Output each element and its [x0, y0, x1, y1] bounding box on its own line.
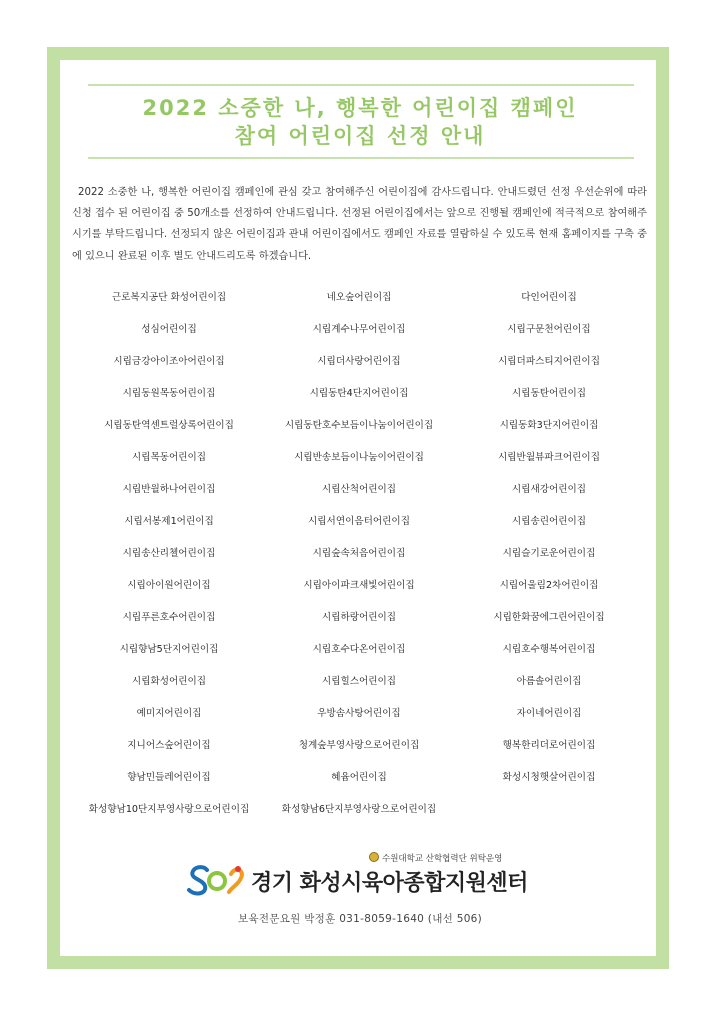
title-bottom-rule [88, 157, 634, 159]
daycare-name: 근로복지공단 화성어린이집 [111, 292, 227, 303]
daycare-name: 시립호수다온어린이집 [312, 644, 406, 655]
daycare-name: 시립하랑어린이집 [321, 612, 397, 623]
daycare-name: 화성향남6단지부영사랑으로어린이집 [281, 804, 437, 815]
daycare-name: 청계숲부영사랑으로어린이집 [298, 740, 420, 751]
daycare-name: 혜윰어린이집 [331, 772, 387, 783]
center-logo-block [185, 852, 535, 902]
daycare-row [72, 320, 652, 352]
daycare-name: 시립아이파크새빛어린이집 [303, 580, 415, 591]
daycare-row [72, 448, 652, 480]
daycare-row [72, 352, 652, 384]
daycare-name: 시립동탄4단지어린이집 [309, 388, 409, 399]
contact-info: 보육전문요원 박정훈 031-8059-1640 (내선 506) [237, 913, 483, 925]
daycare-name: 시립동원목동어린이집 [122, 388, 216, 399]
daycare-name: 시립아이원어린이집 [127, 580, 211, 591]
daycare-name: 시립향남5단지어린이집 [119, 644, 219, 655]
operator-text: 수원대학교 산학협력단 위탁운영 [382, 854, 503, 864]
daycare-name: 시립송산리첼어린이집 [122, 548, 216, 559]
daycare-name: 시립화성어린이집 [131, 676, 207, 687]
daycare-row [72, 672, 652, 704]
daycare-name: 시립슬기로운어린이집 [502, 548, 596, 559]
daycare-row [72, 288, 652, 320]
daycare-row [72, 384, 652, 416]
daycare-row [72, 544, 652, 576]
daycare-name: 우방솜사탕어린이집 [317, 708, 401, 719]
daycare-name: 시립새강어린이집 [511, 484, 587, 495]
daycare-name: 예미지어린이집 [136, 708, 202, 719]
center-logo-icon [185, 862, 247, 898]
daycare-row [72, 640, 652, 672]
daycare-name: 시립목동어린이집 [131, 452, 207, 463]
daycare-row [72, 704, 652, 736]
daycare-name: 다인어린이집 [521, 292, 577, 303]
daycare-name: 자이네어린이집 [516, 708, 582, 719]
daycare-name: 아름솔어린이집 [516, 676, 582, 687]
daycare-row [72, 608, 652, 640]
daycare-name: 네오숲어린이집 [326, 292, 392, 303]
university-emblem-icon [369, 852, 379, 862]
daycare-row [72, 800, 652, 832]
daycare-name: 시립동화3단지어린이집 [499, 420, 599, 431]
daycare-list [72, 288, 652, 832]
daycare-name: 시립한화꿈에그린어린이집 [493, 612, 605, 623]
daycare-name: 시립호수행복어린이집 [502, 644, 596, 655]
daycare-row [72, 576, 652, 608]
daycare-name: 성심어린이집 [141, 324, 197, 335]
daycare-name: 시립서연이음터어린이집 [308, 516, 410, 527]
daycare-name: 시립서봉제1어린이집 [124, 516, 214, 527]
daycare-name: 시립동탄어린이집 [511, 388, 587, 399]
daycare-name: 시립구문천어린이집 [507, 324, 591, 335]
daycare-name: 시립금강아이조아어린이집 [113, 356, 225, 367]
daycare-name: 시립동탄역센트럴상록어린이집 [104, 420, 234, 431]
title-line-1: 2022 소중한 나, 행복한 어린이집 캠페인 [142, 96, 578, 120]
daycare-row [72, 768, 652, 800]
daycare-name: 시립동탄호수보듬이나눔이어린이집 [284, 420, 434, 431]
daycare-name: 시립반월뷰파크어린이집 [498, 452, 600, 463]
title-line-2: 참여 어린이집 선정 안내 [234, 124, 486, 148]
daycare-name: 시립더사랑어린이집 [317, 356, 401, 367]
daycare-name: 시립산척어린이집 [321, 484, 397, 495]
daycare-name: 화성시청햇살어린이집 [502, 772, 596, 783]
daycare-name: 시립힐스어린이집 [321, 676, 397, 687]
daycare-name: 시립반송보듬이나눔이어린이집 [294, 452, 424, 463]
intro-paragraph: 2022 소중한 나, 행복한 어린이집 캠페인에 관심 갖고 참여해주신 어린이집에 감사드립니다. 안내드렸던 선정 우선순위에 따라 신청 접수 된 어린이집 중 50개소를 선정하여 안내드립니다. 선정된 어린이집에서는 앞으로 진행될 캠페인에 적극적으로 참여해주시기를 부탁드립니다. 선정되지 않은 어린이집과 관내 어린이집에서도 캠페인 자료를 열람하실 수 있도록 현재 홈페이지를 구축 중에 있으니 완료된 이후 별도 안내드리도록 하겠습니다. [72, 187, 647, 262]
title-top-rule [88, 84, 634, 86]
daycare-row [72, 736, 652, 768]
daycare-name: 시립푸른호수어린이집 [122, 612, 216, 623]
daycare-name: 시립숲속처음어린이집 [312, 548, 406, 559]
center-name: 경기 화성시육아종합지원센터 [251, 871, 528, 896]
daycare-name: 시립반월하나어린이집 [122, 484, 216, 495]
daycare-name: 시립계수나무어린이집 [312, 324, 406, 335]
daycare-row [72, 480, 652, 512]
daycare-row [72, 416, 652, 448]
daycare-name: 시립송린어린이집 [511, 516, 587, 527]
daycare-name: 향남민들레어린이집 [127, 772, 211, 783]
daycare-name: 시립어울림2차어린이집 [499, 580, 599, 591]
daycare-name: 지니어스숲어린이집 [127, 740, 211, 751]
daycare-row [72, 512, 652, 544]
daycare-name: 시립더파스티지어린이집 [498, 356, 600, 367]
daycare-name: 행복한리더로어린이집 [502, 740, 596, 751]
daycare-name: 화성향남10단지부영사랑으로어린이집 [88, 804, 250, 815]
